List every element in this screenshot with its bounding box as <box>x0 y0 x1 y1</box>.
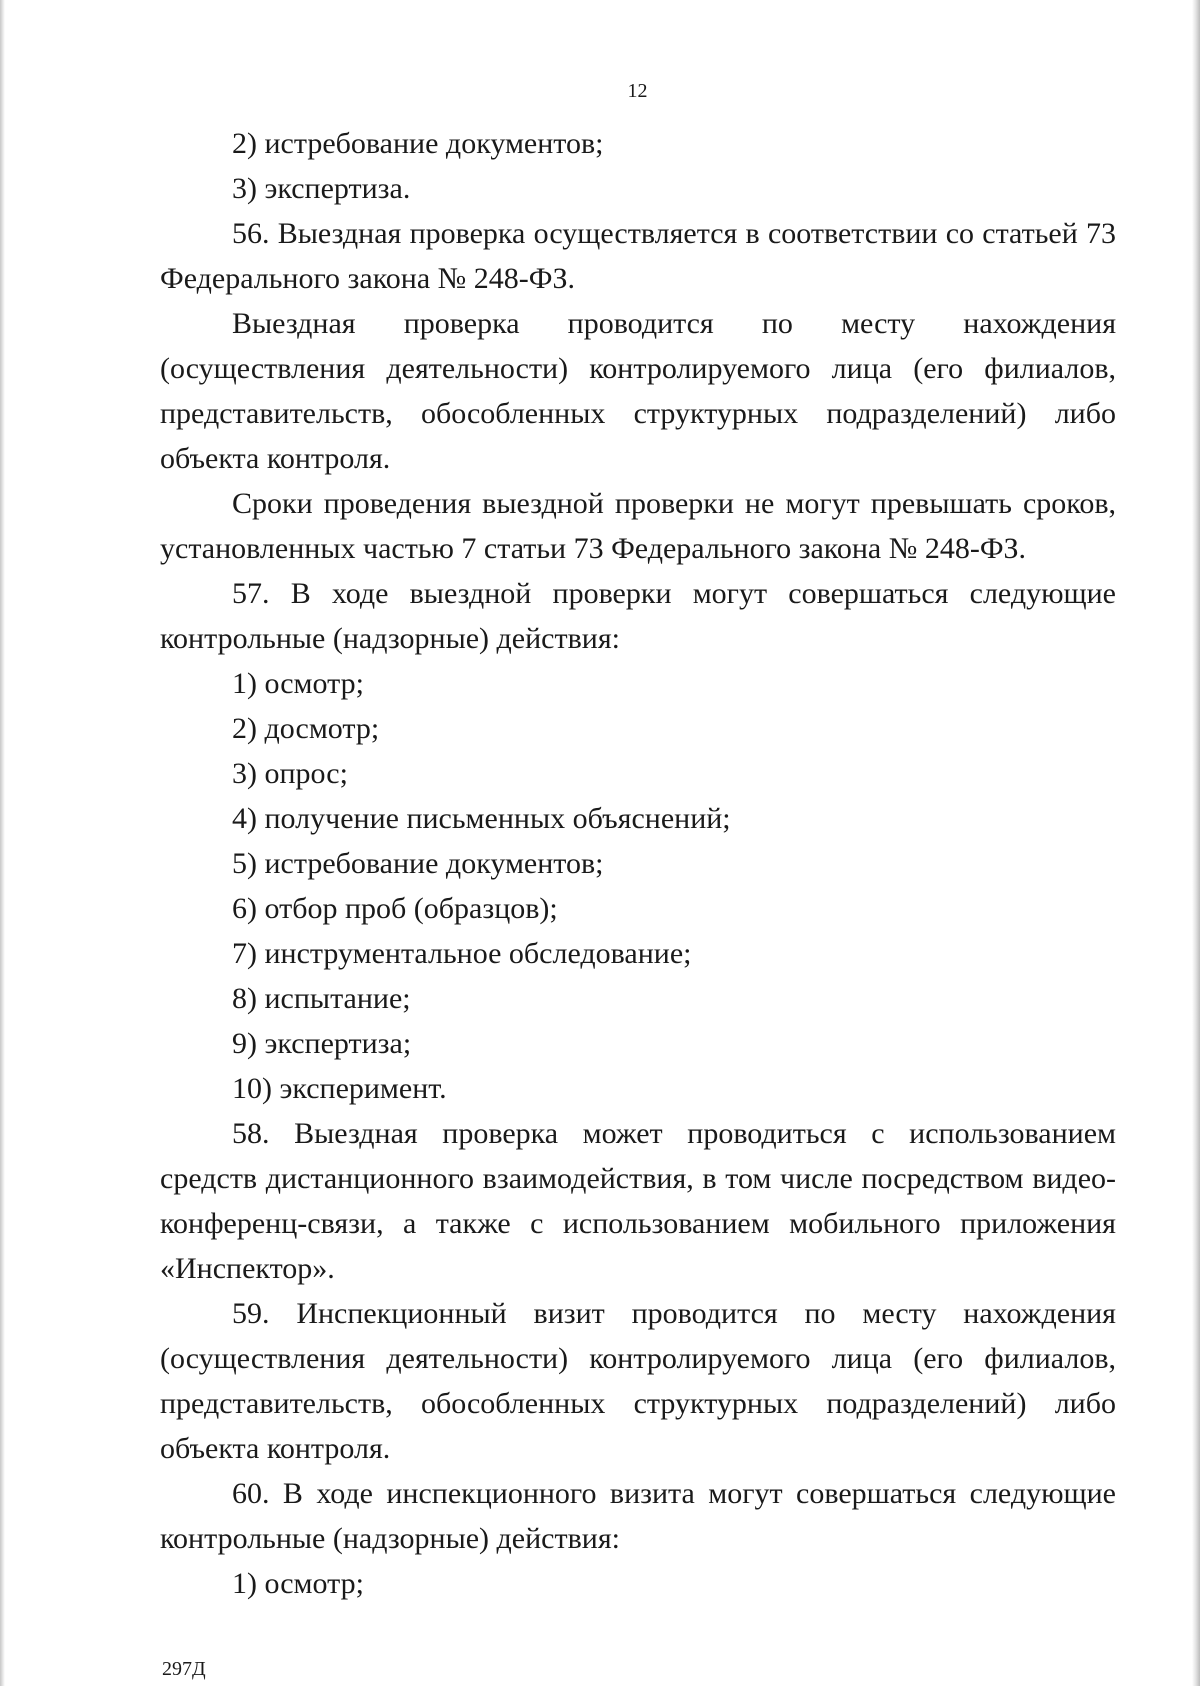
scan-edge-left <box>0 0 5 1686</box>
paragraph-60-line: контрольные (надзорные) действия: <box>160 1522 620 1555</box>
list-item: 1) осмотр; <box>232 667 364 700</box>
paragraph-58-line: средств дистанционного взаимодействия, в том числе посредством видео- <box>160 1162 1116 1195</box>
list-item: 3) опрос; <box>232 757 348 790</box>
paragraph-57-line: контрольные (надзорные) действия: <box>160 622 620 655</box>
paragraph-60-line: 60. В ходе инспекционного визита могут совершаться следующие <box>232 1477 1116 1510</box>
paragraph-59-line: объекта контроля. <box>160 1432 391 1465</box>
text-line: 2) истребование документов; <box>232 127 604 160</box>
list-item: 7) инструментальное обследование; <box>232 937 692 970</box>
list-item: 8) испытание; <box>232 982 411 1015</box>
paragraph-59-line: представительств, обособленных структурных подразделений) либо <box>160 1387 1116 1420</box>
paragraph-58-line: конференц-связи, а также с использованием мобильного приложения <box>160 1207 1116 1240</box>
paragraph-58-line: «Инспектор». <box>160 1252 335 1285</box>
list-item: 10) эксперимент. <box>232 1072 447 1105</box>
paragraph-56-line: представительств, обособленных структурных подразделений) либо <box>160 397 1116 430</box>
paragraph-56-line: установленных частью 7 статьи 73 Федерального закона № 248-ФЗ. <box>160 532 1027 565</box>
list-item: 1) осмотр; <box>232 1567 364 1600</box>
text-line: 3) экспертиза. <box>232 172 411 205</box>
paragraph-56-line: Сроки проведения выездной проверки не могут превышать сроков, <box>232 487 1116 520</box>
paragraph-56-line: Федерального закона № 248-ФЗ. <box>160 262 575 295</box>
paragraph-56-line: 56. Выездная проверка осуществляется в соответствии со статьей 73 <box>232 217 1116 250</box>
list-item: 2) досмотр; <box>232 712 380 745</box>
list-item: 5) истребование документов; <box>232 847 604 880</box>
scan-edge-right <box>1192 0 1200 1686</box>
paragraph-59-line: (осуществления деятельности) контролируемого лица (его филиалов, <box>160 1342 1116 1375</box>
list-item: 6) отбор проб (образцов); <box>232 892 558 925</box>
document-code: 297Д <box>162 1658 206 1680</box>
paragraph-56-line: (осуществления деятельности) контролируемого лица (его филиалов, <box>160 352 1116 385</box>
paragraph-59-line: 59. Инспекционный визит проводится по месту нахождения <box>232 1297 1116 1330</box>
paragraph-58-line: 58. Выездная проверка может проводиться с использованием <box>232 1117 1116 1150</box>
paragraph-56-line: Выездная проверка проводится по месту нахождения <box>232 307 1116 340</box>
list-item: 4) получение письменных объяснений; <box>232 802 731 835</box>
list-item: 9) экспертиза; <box>232 1027 412 1060</box>
page-number: 12 <box>627 80 648 102</box>
paragraph-57-line: 57. В ходе выездной проверки могут совершаться следующие <box>232 577 1116 610</box>
paragraph-56-line: объекта контроля. <box>160 442 391 475</box>
